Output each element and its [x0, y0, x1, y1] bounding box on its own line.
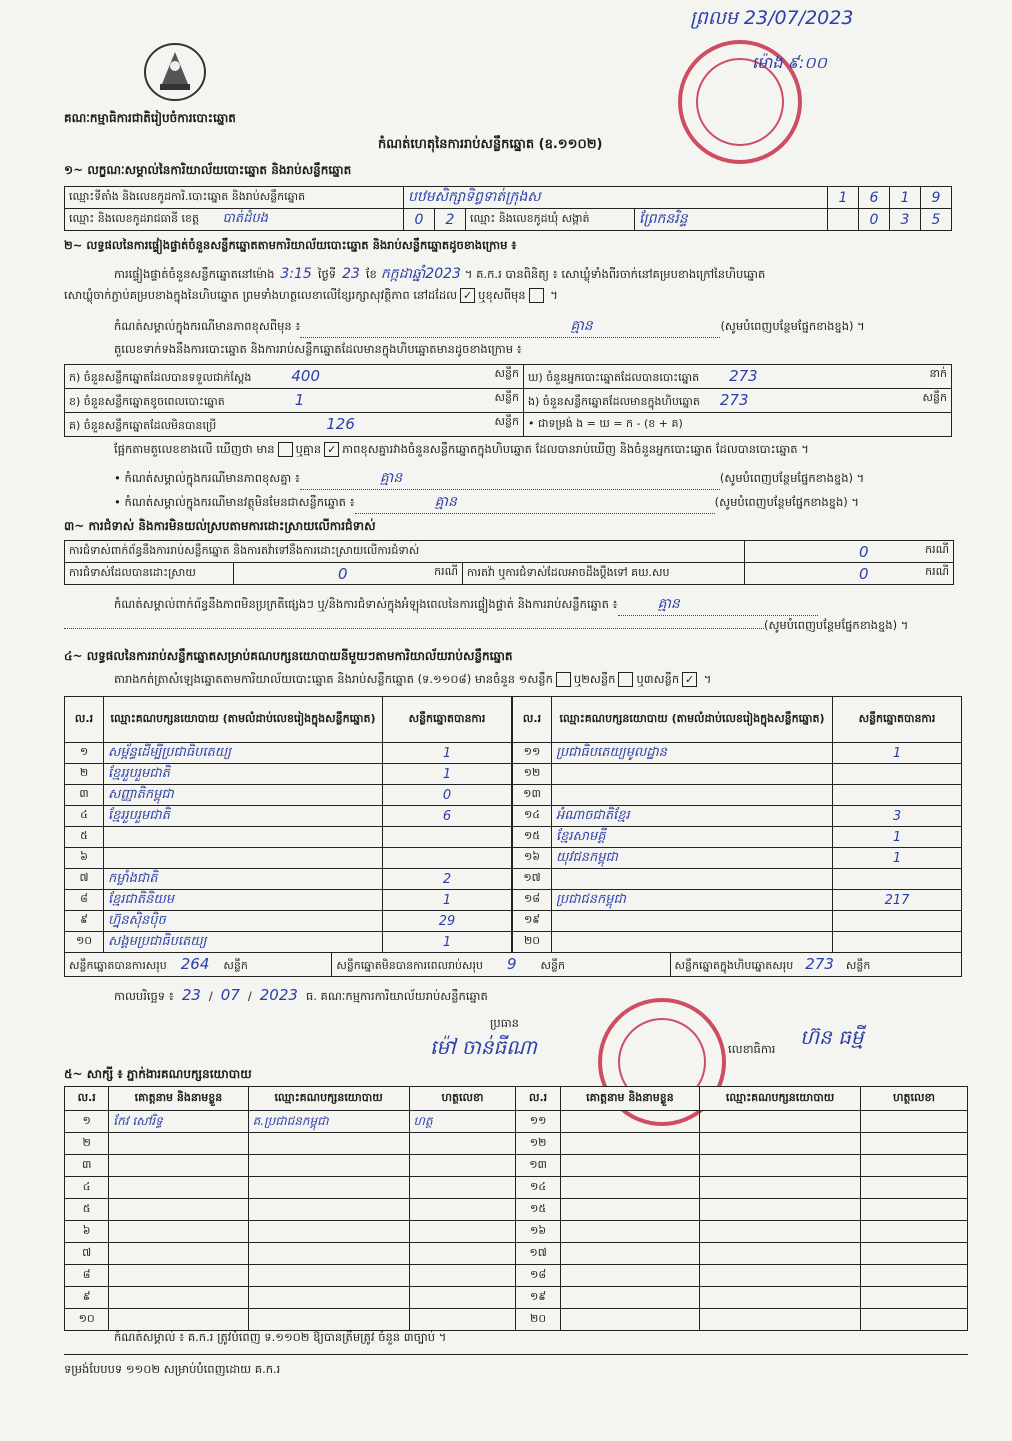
cell-no: ៩	[65, 911, 104, 932]
count-row-b: ខ) ចំនួនសន្លឹកឆ្នោតខូចពេលបោះឆ្នោត 1 សន្លឹក	[65, 389, 524, 413]
cell-party: អំណាចជាតិខ្មែរ	[552, 806, 833, 827]
cell-party	[552, 869, 833, 890]
table-row	[513, 869, 962, 890]
table-row	[65, 785, 512, 806]
results-table-left	[64, 696, 512, 953]
no-diff-checkbox[interactable]: ✓	[324, 442, 339, 457]
witness-row	[65, 1243, 968, 1265]
witness-party	[248, 1155, 409, 1177]
discrepancy-line: ផ្អែកតាមតួលេខខាងលើ ឃើញថា មាន ឬគ្មាន ✓ ភាពខុសគ្នារវាងចំនួនសន្លឹកឆ្នោតក្នុងហិបឆ្នោត ដែលបានរាប់ឃើញ និងចំនួនអ្នកបោះឆ្នោត ដែលបានបោះឆ្នោត ។	[114, 442, 809, 456]
witness-empty-cell	[560, 1111, 699, 1133]
witness-no: ១៤	[516, 1177, 560, 1199]
cell-votes	[833, 785, 962, 806]
irregularity-note-2: (សូមបំពេញបន្ថែមផ្នែកខាងខ្នង) ។	[64, 618, 952, 635]
cell-no: ១៧	[513, 869, 552, 890]
witness-empty-cell	[560, 1287, 699, 1309]
cell-party: សញ្ញាតិកម្ពុជា	[104, 785, 383, 806]
witness-party: គ.ប្រជាជនកម្ពុជា	[248, 1111, 409, 1133]
cell-party: ខ្មែររួបរួមជាតិ	[104, 764, 383, 785]
figures-line: តួលេខទាក់ទងនឹងការបោះឆ្នោត និងការរាប់សន្លឹកឆ្នោតដែលមានក្នុងហិបឆ្នោតមានដូចខាងក្រោម ៖	[114, 342, 522, 356]
table-row	[513, 848, 962, 869]
witness-row	[65, 1111, 968, 1133]
witness-no: ១៨	[516, 1265, 560, 1287]
verify-line: ការផ្ទៀងផ្ទាត់ចំនួនសន្លឹកឆ្នោតនៅម៉ោង 3:15 ថ្ងៃទី 23 ខែ កក្កដាឆ្នាំ2023 ។ គ.ក.រ បានពិនិត្យ ៖ សោឃ្លុំទាំងពីរចាក់នៅគម្របខាងក្រៅនៃហិបឆ្នោត	[114, 266, 766, 282]
objection-count: 0	[859, 542, 869, 561]
count-row-d: ឃ) ចំនួនអ្នកបោះឆ្នោតដែលបានបោះឆ្នោត 273 នាក់	[524, 365, 952, 389]
witness-name	[109, 1155, 248, 1177]
seal-line: សោឃ្លុំចាក់ភ្ជាប់គម្របខាងក្នុងនៃហិបឆ្នោត ព្រមទាំងហត្ថលេខាលើខ្សែរក្សាសុវត្ថិភាព នៅដដែល ✓ ឬខុសពីមុន ។	[64, 288, 558, 302]
witness-sign	[409, 1265, 516, 1287]
witness-name	[109, 1243, 248, 1265]
cell-votes	[833, 764, 962, 785]
table-row	[65, 890, 512, 911]
witness-party	[248, 1309, 409, 1331]
cell-party: ខ្មែររួបរួមជាតិ	[104, 806, 383, 827]
witness-no: ៣	[65, 1155, 109, 1177]
handwritten-date: ព្រលម 23/07/2023	[690, 7, 854, 29]
witness-sign	[409, 1133, 516, 1155]
witness-empty-cell	[861, 1287, 968, 1309]
form-title: កំណត់ហេតុនៃការរាប់សន្លឹកឆ្នោត (ឧ.១១០២)	[378, 137, 603, 152]
org-name: គណៈកម្មាធិការជាតិរៀបចំការបោះឆ្នោត	[64, 111, 236, 125]
cell-no: ១៦	[513, 848, 552, 869]
cell-votes: 6	[383, 806, 512, 827]
secretary-label: លេខាធិការ	[728, 1042, 776, 1056]
cell-party: កម្លាំងជាតិ	[104, 869, 383, 890]
witness-empty-cell	[700, 1309, 861, 1331]
table-row	[65, 911, 512, 932]
witness-empty-cell	[560, 1309, 699, 1331]
cell-no: ៤	[65, 806, 104, 827]
footer-divider	[64, 1354, 968, 1355]
location-value: បឋមសិក្សាទិព្វទាត់ក្រុងស	[404, 187, 828, 209]
cell-party: សម្ព័ន្ធដើម្បីប្រជាធិបតេយ្យ	[104, 743, 383, 764]
col-party: ឈ្មោះគណបក្សនយោបាយ (តាមលំដាប់លេខរៀងក្នុងសន្លឹកឆ្នោត)	[552, 697, 833, 743]
table-row	[513, 764, 962, 785]
witness-empty-cell	[861, 1243, 968, 1265]
cell-votes	[833, 932, 962, 953]
cell-no: ១៣	[513, 785, 552, 806]
code-digit: 1	[828, 187, 859, 209]
witness-empty-cell	[560, 1133, 699, 1155]
three-sheet-checkbox[interactable]: ✓	[682, 672, 697, 687]
cell-no: ១២	[513, 764, 552, 785]
count-row-c: គ) ចំនួនសន្លឹកឆ្នោតដែលមិនបានប្រើ 126 សន្លឹក	[65, 413, 524, 437]
col-votes: សន្លឹកឆ្នោតបានការ	[833, 697, 962, 743]
section1-heading: ១~ លក្ខណៈសម្គាល់នៃការិយាល័យបោះឆ្នោត និងរាប់សន្លឹកឆ្នោត	[64, 163, 352, 177]
cell-no: ១០	[65, 932, 104, 953]
commune-code-digit: 5	[921, 209, 952, 231]
witness-empty-cell	[560, 1243, 699, 1265]
counts-table	[64, 364, 952, 437]
cell-no: ៥	[65, 827, 104, 848]
sign-day: 23	[181, 986, 201, 1004]
count-row-a: ក) ចំនួនសន្លឹកឆ្នោតដែលបានទទួលជាក់ស្តែង 400 សន្លឹក	[65, 365, 524, 389]
cell-votes: 1	[383, 890, 512, 911]
different-checkbox[interactable]	[529, 288, 544, 303]
witness-sign	[409, 1309, 516, 1331]
one-sheet-checkbox[interactable]	[556, 672, 571, 687]
witness-no: ៩	[65, 1287, 109, 1309]
cell-no: ៧	[65, 869, 104, 890]
witness-empty-cell	[560, 1199, 699, 1221]
cell-votes: 1	[383, 743, 512, 764]
two-sheet-checkbox[interactable]	[618, 672, 633, 687]
witness-empty-cell	[861, 1309, 968, 1331]
location-label: ឈ្មោះទីតាំង និងលេខកូដការិ.បោះឆ្នោត និងរាប់សន្លឹកឆ្នោត	[65, 187, 404, 209]
witness-party	[248, 1133, 409, 1155]
col-party: ឈ្មោះគណបក្សនយោបាយ (តាមលំដាប់លេខរៀងក្នុងសន្លឹកឆ្នោត)	[104, 697, 383, 743]
witness-row	[65, 1287, 968, 1309]
cell-no: ១	[65, 743, 104, 764]
code-digit: 6	[859, 187, 890, 209]
witness-empty-cell	[700, 1221, 861, 1243]
witness-no: ១៧	[516, 1243, 560, 1265]
cell-votes	[383, 848, 512, 869]
chair-label: ប្រធាន	[490, 1016, 519, 1030]
table-row	[65, 743, 512, 764]
witness-no: ៤	[65, 1177, 109, 1199]
witness-name	[109, 1199, 248, 1221]
cell-party	[552, 764, 833, 785]
witness-row	[65, 1177, 968, 1199]
bottom-note: កំណត់សម្គាល់ ៖ គ.ក.រ ត្រូវបំពេញ ទ.១១០២ ឱ្យបានត្រឹមត្រូវ ចំនួន ៣ច្បាប់ ។	[114, 1330, 447, 1344]
province-code-digit: 2	[435, 209, 466, 231]
witness-no: ២០	[516, 1309, 560, 1331]
col-votes: សន្លឹកឆ្នោតបានការ	[383, 697, 512, 743]
secretary-signature: ហ៊ន ធម្មី	[800, 1025, 864, 1049]
witness-empty-cell	[861, 1111, 968, 1133]
witness-empty-cell	[560, 1177, 699, 1199]
cell-votes: 1	[833, 743, 962, 764]
foreign-object-value: គ្មាន	[434, 494, 457, 510]
cell-party: សង្គមប្រជាធិបតេយ្យ	[104, 932, 383, 953]
witness-name: កែវ សៅរិទ្ធ	[109, 1111, 248, 1133]
same-checkbox[interactable]: ✓	[460, 288, 475, 303]
table-row	[65, 806, 512, 827]
witness-row	[65, 1199, 968, 1221]
table-row	[513, 785, 962, 806]
cell-no: ១៥	[513, 827, 552, 848]
cell-no: ២	[65, 764, 104, 785]
total-in-box: សន្លឹកឆ្នោតក្នុងហិបឆ្នោតសរុប 273 សន្លឹក	[670, 953, 961, 977]
table-row	[513, 932, 962, 953]
verify-month: កក្កដាឆ្នាំ2023	[380, 266, 461, 282]
appeal-count: 0	[859, 564, 869, 583]
witness-name	[109, 1287, 248, 1309]
table-row	[65, 827, 512, 848]
code-digit: 1	[890, 187, 921, 209]
resolved-label: ការជំទាស់ដែលបានដោះស្រាយ	[65, 563, 234, 585]
count-formula: • ជាទម្រង់ ង = ឃ = ក - (ខ + គ)	[524, 413, 952, 437]
col-no: ល.រ	[513, 697, 552, 743]
witness-party	[248, 1265, 409, 1287]
witness-empty-cell	[700, 1199, 861, 1221]
witness-no: ៥	[65, 1199, 109, 1221]
witness-party	[248, 1177, 409, 1199]
chair-signature: ម៉ៅ ចាន់ធីណា	[430, 1035, 537, 1059]
witness-empty-cell	[700, 1265, 861, 1287]
cell-party	[104, 827, 383, 848]
cell-no: ៣	[65, 785, 104, 806]
cell-party	[552, 911, 833, 932]
objections-table	[64, 540, 954, 585]
witness-empty-cell	[560, 1221, 699, 1243]
cell-party: យុវជនកម្ពុជា	[552, 848, 833, 869]
witness-no: ២	[65, 1133, 109, 1155]
appeal-count-cell: 0 ករណី	[745, 563, 954, 585]
witness-empty-cell	[861, 1199, 968, 1221]
cell-votes: 1	[833, 827, 962, 848]
cell-party	[552, 932, 833, 953]
witness-sign	[409, 1199, 516, 1221]
witness-row	[65, 1265, 968, 1287]
witness-empty-cell	[700, 1155, 861, 1177]
sign-date-line: កាលបរិច្ឆេទ ៖ 23 / 07 / 2023 ធ. គណៈកម្មការការិយាល័យរាប់សន្លឹកឆ្នោត	[114, 986, 488, 1004]
cell-votes: 1	[833, 848, 962, 869]
witness-no: ១៦	[516, 1221, 560, 1243]
cell-votes: 1	[383, 932, 512, 953]
verify-day: 23	[342, 266, 360, 282]
appeal-label: ការតវ៉ា ឬការជំទាស់ដែលអាចដឹងប្តឹងទៅ គឃ.សប	[463, 563, 745, 585]
cell-votes	[833, 869, 962, 890]
table-row	[513, 911, 962, 932]
discrepancy-note: • កំណត់សម្គាល់ក្នុងករណីមានភាពខុសគ្នា ៖ គ្មាន (សូមបំពេញបន្ថែមផ្នែកខាងខ្នង) ។	[114, 468, 952, 490]
irregularity-note: កំណត់សម្គាល់ពាក់ព័ន្ធនឹងភាពមិនប្រក្រតីផ្សេងៗ ឬ/និងការជំទាស់ក្នុងអំឡុងពេលនៃការផ្ទៀងផ្ទាត់ និងការរាប់សន្លឹកឆ្នោត ៖ គ្មាន	[114, 594, 954, 616]
witness-empty-cell	[700, 1111, 861, 1133]
witness-name	[109, 1177, 248, 1199]
cell-votes: 1	[383, 764, 512, 785]
table-row	[65, 764, 512, 785]
tally-sheets-line: តារាងកត់ត្រាសំឡេងឆ្នោតតាមការិយាល័យបោះឆ្នោត និងរាប់សន្លឹកឆ្នោត (ទ.១១០៨) មានចំនួន ១សន្លឹក ឬ២សន្លឹក ឬ៣សន្លឹក ✓ ។	[114, 672, 712, 686]
section2-heading: ២~ លទ្ធផលនៃការផ្ទៀងផ្ទាត់ចំនួនសន្លឹកឆ្នោតតាមការិយាល័យបោះឆ្នោត និងរាប់សន្លឹកឆ្នោតដូចខាងក្រោម ៖	[64, 238, 517, 252]
witness-sign	[409, 1221, 516, 1243]
witness-name	[109, 1221, 248, 1243]
table-row	[65, 869, 512, 890]
cell-party: ខ្មែរជាតិនិយម	[104, 890, 383, 911]
diff-note-value: គ្មាន	[570, 318, 593, 334]
table-row	[65, 848, 512, 869]
footer-text: ទម្រង់បែបបទ ១១០២ សម្រាប់បំពេញដោយ គ.ក.រ	[64, 1362, 281, 1376]
results-table-right	[512, 696, 962, 953]
witness-no: ១	[65, 1111, 109, 1133]
witness-row	[65, 1309, 968, 1331]
commune-value: ព្រែកនរិន្ទ	[635, 209, 828, 231]
foreign-object-note: • កំណត់សម្គាល់ក្នុងករណីមានវត្ថុមិនមែនជាសន្លឹកឆ្នោត ៖ គ្មាន (សូមបំពេញបន្ថែមផ្នែកខាងខ្នង) ។	[114, 492, 952, 514]
cell-votes	[383, 827, 512, 848]
cell-votes: 217	[833, 890, 962, 911]
witness-empty-cell	[861, 1155, 968, 1177]
witness-empty-cell	[560, 1155, 699, 1177]
total-invalid: សន្លឹកឆ្នោតមិនបានការពេលរាប់សរុប 9 សន្លឹក	[332, 953, 670, 977]
section3-heading: ៣~ ការជំទាស់ និងការមិនយល់ស្របតាមការដោះស្រាយលើការជំទាស់	[64, 519, 376, 533]
witness-empty-cell	[560, 1265, 699, 1287]
count-row-e: ង) ចំនួនសន្លឹកឆ្នោតដែលមានក្នុងហិបឆ្នោត 273 សន្លឹក	[524, 389, 952, 413]
witness-party	[248, 1243, 409, 1265]
diff-note-line: កំណត់សម្គាល់ក្នុងករណីមានភាពខុសពីមុន ៖ គ្មាន (សូមបំពេញបន្ថែមផ្នែកខាងខ្នង) ។	[114, 316, 952, 338]
witness-empty-cell	[700, 1243, 861, 1265]
cell-party: ខ្មែរសាមគ្គី	[552, 827, 833, 848]
witness-no: ១៩	[516, 1287, 560, 1309]
cell-no: ២០	[513, 932, 552, 953]
witness-party	[248, 1287, 409, 1309]
witness-no: ១១	[516, 1111, 560, 1133]
commune-label: ឈ្មោះ និងលេខកូដឃុំ សង្កាត់	[466, 209, 635, 231]
cell-votes: 0	[383, 785, 512, 806]
witness-empty-cell	[861, 1221, 968, 1243]
cell-party: ហ្វ៊ុនស៊ិនប៉ិច	[104, 911, 383, 932]
witness-sign	[409, 1155, 516, 1177]
witness-no: ៧	[65, 1243, 109, 1265]
resolved-count-cell: 0 ករណី	[234, 563, 463, 585]
totals-table	[64, 952, 962, 977]
col-no: ល.រ	[65, 697, 104, 743]
witness-empty-cell	[861, 1133, 968, 1155]
table-row	[513, 806, 962, 827]
witness-empty-cell	[861, 1265, 968, 1287]
sign-month: 07	[220, 986, 240, 1004]
cell-no: ១១	[513, 743, 552, 764]
resolved-count: 0	[338, 564, 348, 583]
section5-heading: ៥~ សាក្សី ៖ ភ្នាក់ងារគណបក្សនយោបាយ	[64, 1067, 252, 1081]
witness-name	[109, 1309, 248, 1331]
witness-sign	[409, 1287, 516, 1309]
witness-party	[248, 1199, 409, 1221]
discrepancy-note-value: គ្មាន	[379, 470, 403, 486]
cell-no: ១៩	[513, 911, 552, 932]
witness-name	[109, 1265, 248, 1287]
nec-logo	[142, 42, 208, 104]
sign-year: 2023	[259, 986, 298, 1004]
witness-table: ល.រ គោត្តនាម និងនាមខ្លួន ឈ្មោះគណបក្សនយោបាយ ហត្ថលេខា ល.រ គោត្តនាម និងនាមខ្លួន ឈ្មោះគណបក្សនយោបាយ ហត្ថលេខា ១ កែវ សៅរិទ្ធ គ.ប្រជាជនកម្ពុជា ហត្ថ ១១ ២ ១២ ៣ ១៣ ៤ ១៤ ៥ ១៥ ៦ ១៦ ៧ ១៧ ៨ ១៨ ៩ ១៩ ១០ ២០	[64, 1086, 968, 1331]
witness-no: ៦	[65, 1221, 109, 1243]
commune-code-digit: 0	[859, 209, 890, 231]
witness-empty-cell	[700, 1133, 861, 1155]
witness-empty-cell	[700, 1177, 861, 1199]
witness-party	[248, 1221, 409, 1243]
cell-party: ប្រជាជនកម្ពុជា	[552, 890, 833, 911]
witness-row	[65, 1133, 968, 1155]
witness-sign: ហត្ថ	[409, 1111, 516, 1133]
cell-votes: 29	[383, 911, 512, 932]
witness-row	[65, 1155, 968, 1177]
cell-party	[552, 785, 833, 806]
witness-sign	[409, 1243, 516, 1265]
verify-time: 3:15	[280, 266, 312, 282]
province-label: ឈ្មោះ និងលេខកូដរាជធានី ខេត្ត បាត់ដំបង	[65, 209, 404, 231]
witness-name	[109, 1133, 248, 1155]
witness-empty-cell	[861, 1177, 968, 1199]
witness-no: ១២	[516, 1133, 560, 1155]
table-row	[513, 743, 962, 764]
cell-no: ១៨	[513, 890, 552, 911]
witness-no: ១០	[65, 1309, 109, 1331]
total-valid: សន្លឹកឆ្នោតបានការសរុប 264 សន្លឹក	[65, 953, 332, 977]
witness-no: ៨	[65, 1265, 109, 1287]
handwritten-time: ម៉ោង ៩:០០	[752, 53, 827, 72]
province-value: បាត់ដំបង	[222, 211, 268, 226]
irregularity-value: គ្មាន	[657, 596, 680, 612]
table-row	[65, 932, 512, 953]
section1-table	[64, 186, 952, 231]
objection-label: ការជំទាស់ពាក់ព័ន្ធនឹងការរាប់សន្លឹកឆ្នោត និងការតវ៉ាទៅនឹងការដោះស្រាយលើការជំទាស់	[65, 541, 745, 563]
cell-no: ៦	[65, 848, 104, 869]
province-code-digit: 0	[404, 209, 435, 231]
witness-empty-cell	[700, 1287, 861, 1309]
cell-votes	[833, 911, 962, 932]
cell-no: ១៤	[513, 806, 552, 827]
cell-votes: 2	[383, 869, 512, 890]
has-diff-checkbox[interactable]	[278, 442, 293, 457]
witness-row	[65, 1221, 968, 1243]
table-row	[513, 827, 962, 848]
table-row	[513, 890, 962, 911]
cell-no: ៨	[65, 890, 104, 911]
commune-code-digit: 3	[890, 209, 921, 231]
section4-heading: ៤~ លទ្ធផលនៃការរាប់សន្លឹកឆ្នោតសម្រាប់គណបក្សនយោបាយនីមួយៗតាមការិយាល័យរាប់សន្លឹកឆ្នោត	[64, 649, 513, 663]
witness-no: ១៥	[516, 1199, 560, 1221]
witness-no: ១៣	[516, 1155, 560, 1177]
code-digit: 9	[921, 187, 952, 209]
witness-sign	[409, 1177, 516, 1199]
cell-party	[104, 848, 383, 869]
cell-party: ប្រជាធិបតេយ្យមូលដ្ឋាន	[552, 743, 833, 764]
cell-votes: 3	[833, 806, 962, 827]
objection-count-cell: 0 ករណី	[745, 541, 954, 563]
